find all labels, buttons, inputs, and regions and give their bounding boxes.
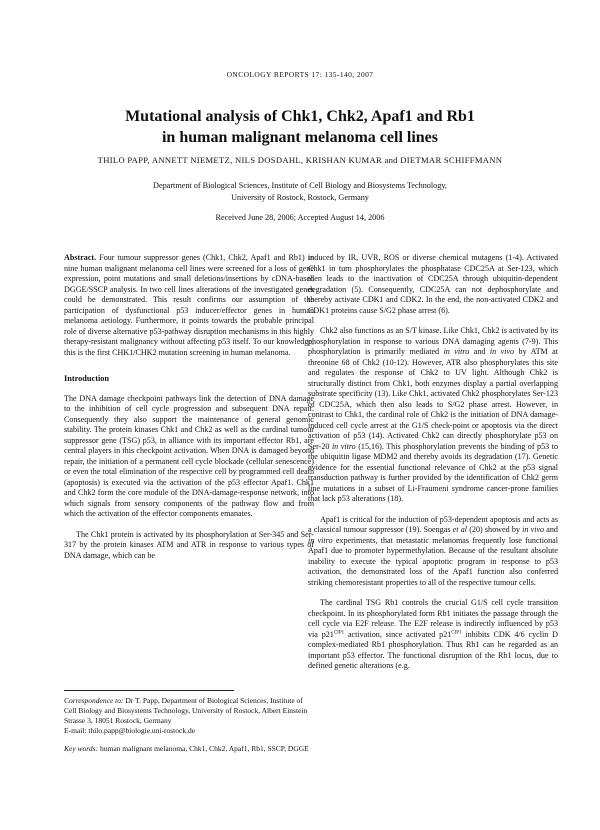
text-run: (15,16). This phosphorylation prevents the binding of p53 to the ubiquitin ligase MDM2 and thereby avoids its degradation (17). Genetic evidence for the essential functional relevance of Chk2 at the p53 signal transduction pathway is further provided by the identification of Chk2 germ line mutations in a subset of Li-Fraumeni syndrome cancer-prone families that lack p53 alterations (18).: [308, 441, 558, 503]
text-run: activation, since activated p21: [344, 629, 452, 639]
italic-run: in vitro: [443, 347, 470, 356]
introduction-heading: Introduction: [64, 374, 110, 383]
right-paragraph-2: [308, 326, 558, 505]
email-text: E-mail: thilo.papp@biologie.uni-rostock.de: [64, 726, 196, 735]
italic-run: et al: [452, 525, 468, 534]
title-line-2: in human malignant melanoma cell lines: [161, 129, 439, 146]
title-line-1: Mutational analysis of Chk1, Chk2, Apaf1 and Rb1: [125, 108, 475, 125]
text-run: inhibits CDK 4/6 cyclin D complex-mediated Rb1 phosphorylation. Thus Rb1 can be regarded as an important p53 effector. The functional disruption of the Rb1 locus, due to defined genetic alterations (e.g.: [308, 629, 558, 670]
text-run: The cardinal TSG Rb1 controls the crucial G1/S cell cycle transition checkpoint. In its phosphorylated form Rb1 initiates the passage through the cell cycle via E2F release. The E2F release is indirectly influenced by p53 via p21: [308, 598, 558, 639]
article-title: [40, 106, 560, 148]
affiliation-line-1: Department of Biological Sciences, Institute of Cell Biology and Biosystems Technology,: [153, 181, 447, 190]
abstract-text: Four tumour suppressor genes (Chk1, Chk2, Apaf1 and Rb1) in nine human malignant melanoma cell lines were screened for a loss of gene expression, point mutations and small deletions/insertions by cDNA-based DGGE/SSCP analysis. In two cell lines alterations of the investigated genes could be demonstrated. This result confirms our assumption of the participation of dysfunctional p53 inducer/effector genes in human melanoma aetiology. Furthermore, it points towards the probable principal role of diverse alternative p53-pathway disruption mechanisms in this highly therapy-resistant malignancy without affecting p53 itself. To our knowledge, this is the first CHK1/CHK2 mutation screening in human melanoma.: [64, 253, 314, 357]
text-run: experiments, that metastatic melanomas frequently lose functional Apaf1 due to promoter hypermethylation. Because of the resultant absolute inability to execute the typical apoptotic program in response to p53 activation, the demonstrated loss of the Apaf1 function also conferred striking chemoresistant properties to all of the respective tumour cells.: [308, 535, 558, 587]
right-paragraph-1: induced by IR, UVR, ROS or diverse chemical mutagens (1-4). Activated Chk1 in turn phosphorylates the phosphatase CDC25A at Ser-123, which then leads to the inactivation of CDC25A through ubiquitin-dependent degradation (5). Consequently, CDC25A can not dephosphorylate and thereby activate CDK1 and CDK2. In the end, the non-activated CDK2 and CDK1 proteins cause S/G2 phase arrest (6).: [308, 253, 558, 315]
text-run: Apaf1 is critical for the induction of p53-dependent apoptosis and acts as a classical tumour suppressor (19). Soengas: [308, 514, 558, 534]
affiliation: [60, 180, 540, 204]
author-list: THILO PAPP, ANNETT NIEMETZ, NILS DOSDAHL, KRISHAN KUMAR and DIETMAR SCHIFFMANN: [97, 155, 503, 165]
intro-paragraph-2: The Chk1 protein is activated by its phosphorylation at Ser-345 and Ser-317 by the protein kinases ATM and ATR in response to various types of DNA damage, which can be: [64, 529, 314, 560]
right-paragraph-3: [308, 515, 558, 589]
footnotes: [64, 696, 314, 762]
superscript: CIP1: [333, 629, 345, 635]
correspondence-text: Dr T. Papp, Department of Biological Sciences, Institute of Cell Biology and Biosystems Technology, University of Rostock, Albert Einstein Strasse 3, 18051 Rostock, Germany: [64, 696, 308, 725]
journal-header: ONCOLOGY REPORTS 17: 135-140, 2007: [226, 70, 374, 79]
text-run: and: [469, 347, 490, 356]
superscript: CIP1: [451, 629, 462, 635]
footnote-divider: [64, 690, 234, 691]
correspondence-note: [64, 696, 314, 736]
keywords-note: [64, 744, 314, 754]
text-run: Chk2 also functions as an S/T kinase. Like Chk1, Chk2 is activated by its phosphorylation in response to various DNA damaging agents (7-9). This phosphorylation is primarily mediated: [308, 326, 558, 356]
italic-run: in vivo: [489, 347, 515, 356]
italic-run: in vitro: [308, 535, 333, 545]
intro-paragraph-1: The DNA damage checkpoint pathways link the detection of DNA damage to the inhibition of cell cycle progression and subsequent DNA repair. Consequently they also support the maintenance of general genomic stability. The protein kinases Chk1 and Chk2 as well as the cardinal tumour suppressor gene (TSG) p53, in alliance with its important effector Rb1, are central players in this checkpoint activation. When DNA is damaged beyond repair, the initiation of a permanent cell cycle blockade (cellular senescence) or even the total elimination of the respective cell by programmed cell death (apoptosis) is executed via the activation of the p53 effector Apaf1. Chk1 and Chk2 form the core module of the DNA-damage-response network, into which signals from sensory components of the pathway flow and from which the activation of the effector components emanates.: [64, 393, 314, 518]
italic-run: in vivo: [522, 525, 545, 534]
abstract: [64, 253, 314, 358]
received-dates: Received June 28, 2006; Accepted August 14, 2006: [215, 213, 385, 222]
italic-run: in vitro: [331, 441, 356, 451]
affiliation-line-2: University of Rostock, Rostock, Germany: [231, 193, 369, 202]
left-column: [64, 253, 314, 561]
correspondence-label: Correspondence to:: [64, 696, 124, 705]
keywords-text: human malignant melanoma, Chk1, Chk2, Apaf1, Rb1, SSCP, DGGE: [98, 744, 309, 753]
text-run: (20) showed by: [467, 525, 523, 534]
keywords-label: Key words:: [64, 744, 99, 753]
right-paragraph-4: [308, 598, 558, 672]
abstract-label: Abstract.: [64, 253, 97, 262]
text-run: by ATM at threonine 68 of Chk2 (10-12). However, ATR also phosphorylates this site and regulates the response of Chk2 to UV light. Although Chk2 is structurally distinct from Chk1, both enzymes display a partial overlapping substrate specificity (13). Like Chk1, activated Chk2 phosphorylates Ser-123 of CDC25A, which then also leads to S/G2 phase arrest. However, in contrast to Chk1, the cardinal role of Chk2 is the initiation of DNA damage-induced cell cycle arrest at the G1/S check-point or apoptosis via the direct activation of p53 (14). Activated Chk2 can directly phosphorylate p53 on Ser-20: [308, 347, 558, 451]
right-column: [308, 253, 558, 672]
text-run: and: [544, 525, 558, 534]
